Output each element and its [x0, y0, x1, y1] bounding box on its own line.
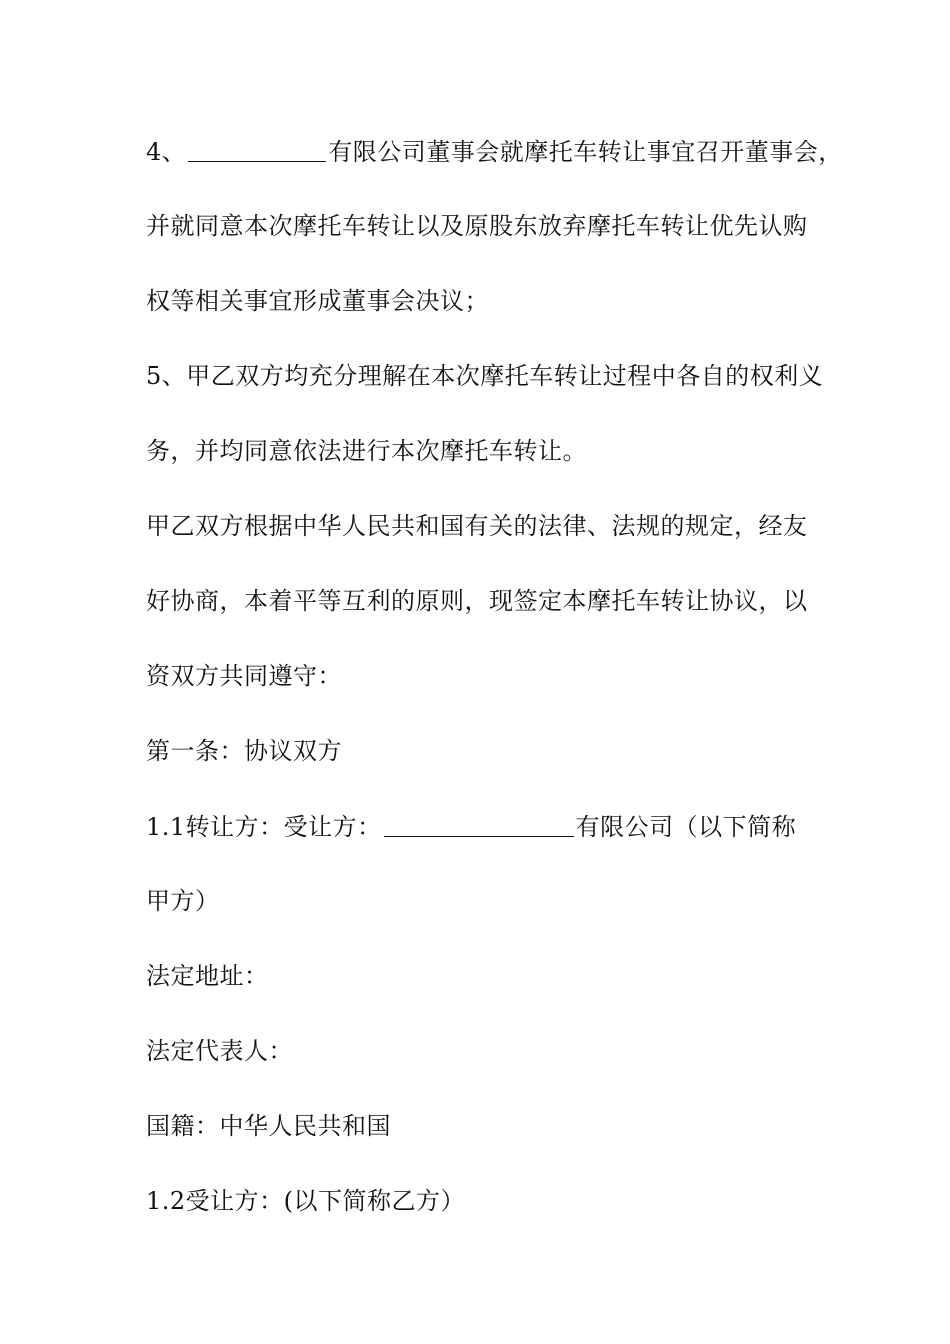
paragraph-4-line-3: 权等相关事宜形成董事会决议；	[146, 287, 489, 315]
clause-1-1-text: 有限公司（以下简称	[575, 813, 797, 841]
clause-1-1-line-1	[146, 810, 846, 843]
clause-1-1-line-2: 甲方）	[146, 887, 220, 915]
clause-4-number: 4、	[146, 138, 187, 166]
transferee-name-blank	[384, 812, 574, 837]
clause-4-text: 有限公司董事会就摩托车转让事宜召开董事会，	[328, 138, 843, 166]
nationality-line: 国籍：中华人民共和国	[146, 1112, 391, 1140]
paragraph-5-line-1: 5、甲乙双方均充分理解在本次摩托车转让过程中各自的权利义	[146, 362, 824, 390]
paragraph-4-line-2: 并就同意本次摩托车转让以及原股东放弃摩托车转让优先认购	[146, 212, 808, 240]
preamble-line-1: 甲乙双方根据中华人民共和国有关的法律、法规的规定，经友	[146, 512, 808, 540]
legal-representative-label: 法定代表人：	[146, 1037, 293, 1065]
clause-1-2-line: 1.2受让方：(以下简称乙方）	[146, 1187, 466, 1215]
paragraph-5-line-2: 务，并均同意依法进行本次摩托车转让。	[146, 437, 587, 465]
preamble-line-2: 好协商，本着平等互利的原则，现签定本摩托车转让协议，以	[146, 587, 808, 615]
preamble-line-3: 资双方共同遵守：	[146, 662, 342, 690]
paragraph-4-line-1	[146, 135, 846, 168]
article-1-heading: 第一条：协议双方	[146, 737, 342, 765]
clause-1-1-label: 1.1转让方：受让方：	[146, 813, 382, 841]
legal-address-label: 法定地址：	[146, 962, 269, 990]
company-name-blank	[188, 137, 326, 162]
